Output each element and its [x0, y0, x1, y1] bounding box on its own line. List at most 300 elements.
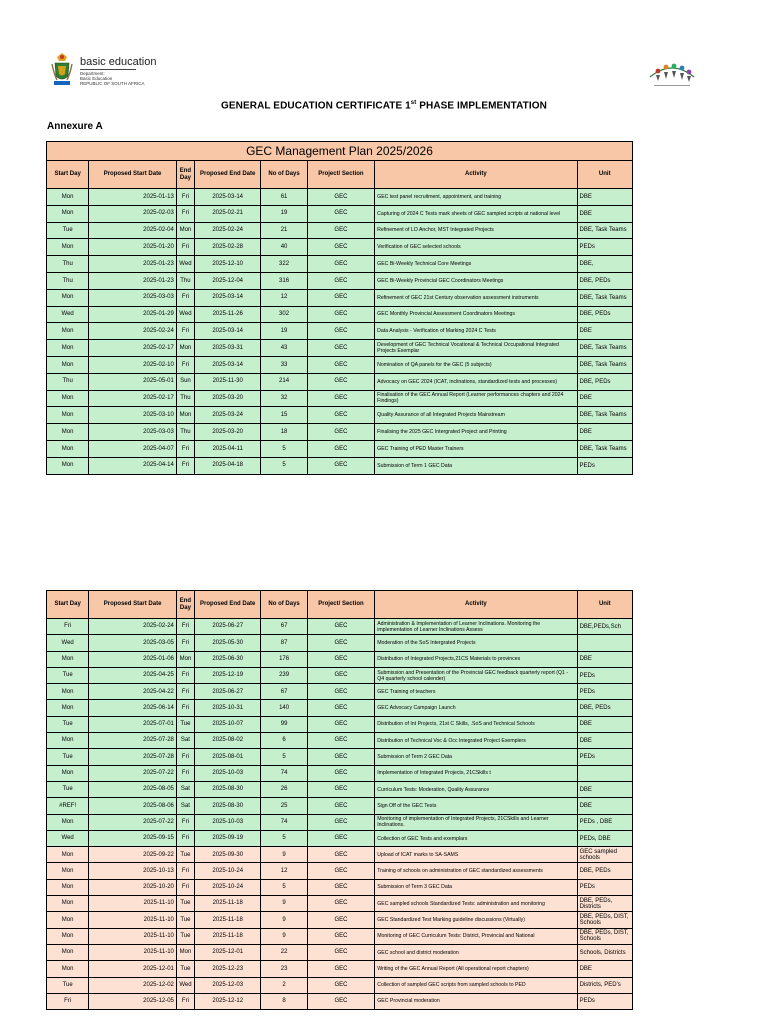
header-row [47, 161, 633, 189]
cell-end-day: Tue [176, 961, 194, 977]
cell-project-section: GEC [307, 289, 374, 306]
activities-table [46, 590, 633, 1010]
cell-unit: DBE [577, 390, 632, 407]
cell-activity: Training of schools on administration of GEC standardized assessments [375, 863, 577, 879]
cell-unit [577, 635, 632, 651]
cell-unit: DBE, PEDs, DIST, Schools [577, 928, 632, 944]
table-row [47, 424, 633, 441]
table-row [47, 373, 633, 390]
cell-end-day: Fri [176, 619, 194, 635]
column-header-unit: Unit [577, 591, 632, 619]
cell-activity: GEC Bi-Weekly Provincial GEC Coordinators Meetings [375, 272, 577, 289]
cell-start-day: Tue [47, 716, 89, 732]
cell-activity: Distribution of Int Projects, 21st C Skills, .SoS and Technical Schools [375, 716, 577, 732]
cell-end-day: Mon [176, 340, 194, 357]
cell-project-section: GEC [307, 340, 374, 357]
cell-no-of-days: 74 [261, 765, 307, 781]
table-row [47, 289, 633, 306]
cell-end-date: 2025-08-01 [194, 749, 260, 765]
cell-activity: Development of GEC Technical Vocational & Technical Occupational Integrated Projects Exemplar [375, 340, 577, 357]
cell-start-date: 2025-02-24 [89, 323, 177, 340]
table-row [47, 993, 633, 1009]
cell-end-date: 2025-06-27 [194, 684, 260, 700]
cell-end-day: Fri [176, 667, 194, 683]
cell-end-date: 2025-10-03 [194, 765, 260, 781]
cell-no-of-days: 12 [261, 863, 307, 879]
cell-start-day: Mon [47, 651, 89, 667]
cell-no-of-days: 8 [261, 993, 307, 1009]
cell-end-day: Thu [176, 424, 194, 441]
column-header-activity: Activity [375, 591, 577, 619]
cell-end-date: 2025-12-12 [194, 993, 260, 1009]
cell-end-day: Fri [176, 765, 194, 781]
cell-end-day: Fri [176, 749, 194, 765]
cell-end-date: 2025-03-20 [194, 390, 260, 407]
cell-activity: Distribution of Technical Voc & Occ Integrated Project Exemplers [375, 733, 577, 749]
cell-end-day: Sun [176, 373, 194, 390]
cell-start-date: 2025-12-02 [89, 977, 177, 993]
cell-end-date: 2025-02-28 [194, 239, 260, 256]
cell-unit: PEDs, DBE [577, 830, 632, 846]
table-banner-row [47, 142, 633, 161]
cell-unit: DBE [577, 716, 632, 732]
cell-start-date: 2025-02-10 [89, 356, 177, 373]
cell-start-day: Tue [47, 977, 89, 993]
cell-no-of-days: 302 [261, 306, 307, 323]
cell-unit: DBE, PEDs [577, 863, 632, 879]
cell-start-date: 2025-11-10 [89, 928, 177, 944]
table-row [47, 879, 633, 895]
cell-unit: PEDs [577, 667, 632, 683]
cell-no-of-days: 5 [261, 457, 307, 474]
cell-start-day: Mon [47, 863, 89, 879]
table-row [47, 961, 633, 977]
table-row [47, 667, 633, 683]
cell-end-day: Fri [176, 457, 194, 474]
cell-no-of-days: 5 [261, 440, 307, 457]
cell-start-date: 2025-10-13 [89, 863, 177, 879]
cell-end-date: 2025-02-24 [194, 222, 260, 239]
table-row [47, 256, 633, 273]
cell-activity: Refinement of GEC 21st Century observation assessment instruments [375, 289, 577, 306]
table-row [47, 700, 633, 716]
cell-end-day: Tue [176, 896, 194, 912]
cell-start-day: #REF! [47, 798, 89, 814]
cell-start-day: Tue [47, 781, 89, 797]
cell-unit: DBE [577, 323, 632, 340]
cell-start-date: 2025-04-14 [89, 457, 177, 474]
cell-end-date: 2025-12-19 [194, 667, 260, 683]
cell-end-date: 2025-11-18 [194, 928, 260, 944]
cell-activity: GEC Provincial moderation [375, 993, 577, 1009]
table-row [47, 651, 633, 667]
cell-end-day: Sat [176, 733, 194, 749]
cell-project-section: GEC [307, 863, 374, 879]
cell-project-section: GEC [307, 896, 374, 912]
logo-divider [80, 69, 136, 70]
cell-activity: GEC test panel recruitment, appointment, and training [375, 189, 577, 206]
cell-start-day: Mon [47, 289, 89, 306]
cell-start-day: Mon [47, 239, 89, 256]
cell-end-date: 2025-11-30 [194, 373, 260, 390]
title-main: GENERAL EDUCATION CERTIFICATE 1 [221, 100, 411, 112]
cell-end-date: 2025-10-24 [194, 863, 260, 879]
cell-activity: Administration & Implementation of Learner Inclinations. Monitoring the implementation of Learner Inclinations Assess [375, 619, 577, 635]
cell-end-date: 2025-10-24 [194, 879, 260, 895]
cell-end-date: 2025-05-30 [194, 635, 260, 651]
cell-unit: DBE, Task Teams [577, 289, 632, 306]
column-header-end-date: Proposed End Date [194, 161, 260, 189]
table-row [47, 716, 633, 732]
cell-project-section: GEC [307, 306, 374, 323]
cell-end-day: Fri [176, 993, 194, 1009]
cell-no-of-days: 40 [261, 239, 307, 256]
dbe-logo [50, 52, 157, 92]
cell-end-date: 2025-03-14 [194, 289, 260, 306]
cell-end-day: Tue [176, 928, 194, 944]
cell-unit: PEDs [577, 993, 632, 1009]
cell-end-day: Tue [176, 847, 194, 863]
cell-activity: GEC Monthly Provincial Assessment Coordinators Meetings [375, 306, 577, 323]
cell-end-day: Fri [176, 830, 194, 846]
cell-start-date: 2025-09-22 [89, 847, 177, 863]
cell-activity: Sign Off of the GEC Tests [375, 798, 577, 814]
cell-start-day: Tue [47, 222, 89, 239]
cell-end-date: 2025-12-10 [194, 256, 260, 273]
cell-start-day: Mon [47, 340, 89, 357]
cell-start-day: Thu [47, 373, 89, 390]
table-row [47, 440, 633, 457]
cell-end-date: 2025-12-23 [194, 961, 260, 977]
cell-activity: GEC Training of PED Master Trainers [375, 440, 577, 457]
cell-unit: DBE, PEDs [577, 700, 632, 716]
cell-end-date: 2025-11-18 [194, 896, 260, 912]
cell-no-of-days: 33 [261, 356, 307, 373]
cell-no-of-days: 74 [261, 814, 307, 830]
cell-activity: Finalisation of the GEC Annual Report (Learner performances chapters and 2024 Findings) [375, 390, 577, 407]
cell-project-section: GEC [307, 189, 374, 206]
cell-start-day: Mon [47, 407, 89, 424]
cell-unit: DBE, PEDs, DIST, Schools [577, 912, 632, 928]
cell-start-day: Mon [47, 457, 89, 474]
cell-unit: DBE,PEDs,Sch [577, 619, 632, 635]
cell-start-date: 2025-01-06 [89, 651, 177, 667]
table-row [47, 684, 633, 700]
cell-end-day: Fri [176, 239, 194, 256]
cell-no-of-days: 26 [261, 781, 307, 797]
cell-start-date: 2025-03-03 [89, 424, 177, 441]
cell-unit: DBE, PEDs, Districts [577, 896, 632, 912]
cell-project-section: GEC [307, 977, 374, 993]
cell-project-section: GEC [307, 222, 374, 239]
cell-no-of-days: 9 [261, 928, 307, 944]
cell-no-of-days: 140 [261, 700, 307, 716]
cell-end-day: Fri [176, 440, 194, 457]
cell-end-date: 2025-03-14 [194, 356, 260, 373]
table-row [47, 928, 633, 944]
cell-activity: Moderation of the SoS Intergrated Projects [375, 635, 577, 651]
cell-activity: Quality Assurance of all Integrated Projects Mainstream [375, 407, 577, 424]
cell-activity: Finalising the 2025 GEC Intergrated Project and Printing [375, 424, 577, 441]
cell-end-day: Wed [176, 977, 194, 993]
cell-start-day: Thu [47, 256, 89, 273]
cell-start-day: Mon [47, 323, 89, 340]
column-header-end-day: End Day [176, 591, 194, 619]
cell-start-date: 2025-01-23 [89, 256, 177, 273]
cell-no-of-days: 6 [261, 733, 307, 749]
title-rest: PHASE IMPLEMENTATION [416, 100, 547, 112]
cell-start-date: 2025-02-17 [89, 340, 177, 357]
cell-no-of-days: 15 [261, 407, 307, 424]
logo-sub-3: REPUBLIC OF SOUTH AFRICA [80, 81, 145, 86]
cell-project-section: GEC [307, 635, 374, 651]
cell-unit: DBE [577, 798, 632, 814]
cell-unit: DBE [577, 205, 632, 222]
cell-start-day: Mon [47, 961, 89, 977]
cell-project-section: GEC [307, 798, 374, 814]
cell-start-date: 2025-04-07 [89, 440, 177, 457]
cell-end-day: Wed [176, 256, 194, 273]
cell-start-day: Wed [47, 830, 89, 846]
cell-start-day: Mon [47, 189, 89, 206]
cell-activity: Nomination of QA panels for the GEC (5 subjects) [375, 356, 577, 373]
cell-project-section: GEC [307, 457, 374, 474]
cell-no-of-days: 176 [261, 651, 307, 667]
cell-project-section: GEC [307, 684, 374, 700]
cell-project-section: GEC [307, 272, 374, 289]
table-row [47, 635, 633, 651]
cell-start-date: 2025-02-03 [89, 205, 177, 222]
cell-start-day: Mon [47, 700, 89, 716]
cell-start-day: Mon [47, 928, 89, 944]
cell-project-section: GEC [307, 256, 374, 273]
cell-activity: Submission of Term 2 GEC Data [375, 749, 577, 765]
cell-no-of-days: 316 [261, 272, 307, 289]
cell-start-date: 2025-03-10 [89, 407, 177, 424]
cell-unit: PEDs [577, 457, 632, 474]
table-row [47, 733, 633, 749]
table-row [47, 390, 633, 407]
cell-start-date: 2025-07-28 [89, 733, 177, 749]
cell-start-date: 2025-02-04 [89, 222, 177, 239]
cell-end-date: 2025-04-18 [194, 457, 260, 474]
coat-of-arms-icon [50, 52, 74, 88]
cell-start-date: 2025-01-23 [89, 272, 177, 289]
cell-end-day: Fri [176, 879, 194, 895]
cell-end-day: Sat [176, 798, 194, 814]
cell-end-day: Fri [176, 205, 194, 222]
cell-unit: Districts, PED's [577, 977, 632, 993]
table-row [47, 912, 633, 928]
cell-unit: PEDs [577, 684, 632, 700]
cell-project-section: GEC [307, 239, 374, 256]
cell-project-section: GEC [307, 847, 374, 863]
cell-project-section: GEC [307, 993, 374, 1009]
gec-logo-icon [640, 55, 704, 91]
logo-sub-2: Basic Education [80, 76, 113, 81]
cell-start-day: Fri [47, 993, 89, 1009]
cell-activity: Data Analysis - Verification of Marking 2024 C Tests [375, 323, 577, 340]
cell-end-day: Thu [176, 272, 194, 289]
cell-start-date: 2025-03-03 [89, 289, 177, 306]
cell-start-date: 2025-12-05 [89, 993, 177, 1009]
cell-activity: Monitoring of GEC Curriculum Tests: District, Provincial and National [375, 928, 577, 944]
table-row [47, 977, 633, 993]
cell-start-date: 2025-01-20 [89, 239, 177, 256]
cell-project-section: GEC [307, 716, 374, 732]
cell-activity: Collection of sampled GEC scripts from sampled schools to PED [375, 977, 577, 993]
cell-project-section: GEC [307, 440, 374, 457]
cell-start-day: Mon [47, 356, 89, 373]
column-header-start-day: Start Day [47, 591, 89, 619]
cell-activity: Writing of the GEC Annual Report (All operational report chapters) [375, 961, 577, 977]
cell-activity: Advocacy on GEC 2024 (ICAT, inclinations, standardized tests and processes) [375, 373, 577, 390]
cell-unit: DBE, PEDs [577, 306, 632, 323]
cell-end-day: Mon [176, 407, 194, 424]
cell-project-section: GEC [307, 651, 374, 667]
table-banner: GEC Management Plan 2025/2026 [47, 142, 633, 161]
cell-start-day: Mon [47, 424, 89, 441]
cell-project-section: GEC [307, 830, 374, 846]
cell-project-section: GEC [307, 961, 374, 977]
cell-project-section: GEC [307, 619, 374, 635]
cell-unit: PEDs [577, 879, 632, 895]
cell-project-section: GEC [307, 356, 374, 373]
cell-start-date: 2025-09-15 [89, 830, 177, 846]
cell-end-date: 2025-12-03 [194, 977, 260, 993]
cell-start-date: 2025-02-24 [89, 619, 177, 635]
cell-end-day: Fri [176, 700, 194, 716]
cell-unit: DBE [577, 189, 632, 206]
cell-unit: PEDs [577, 239, 632, 256]
cell-unit: DBE, Task Teams [577, 222, 632, 239]
cell-no-of-days: 32 [261, 390, 307, 407]
table-row [47, 896, 633, 912]
cell-start-day: Wed [47, 635, 89, 651]
cell-unit: DBE, [577, 256, 632, 273]
cell-end-date: 2025-06-30 [194, 651, 260, 667]
cell-activity: GEC Standardized Test Marking guideline discussions (Virtually) [375, 912, 577, 928]
cell-start-day: Mon [47, 814, 89, 830]
cell-project-section: GEC [307, 424, 374, 441]
cell-start-day: Mon [47, 684, 89, 700]
cell-start-day: Mon [47, 765, 89, 781]
table-row [47, 781, 633, 797]
cell-start-day: Mon [47, 440, 89, 457]
cell-project-section: GEC [307, 781, 374, 797]
cell-activity: Verification of GEC selected schools [375, 239, 577, 256]
cell-activity: Collection of GEC Tests and exemplars [375, 830, 577, 846]
cell-end-date: 2025-03-24 [194, 407, 260, 424]
cell-end-date: 2025-03-14 [194, 323, 260, 340]
cell-end-day: Fri [176, 289, 194, 306]
cell-end-date: 2025-12-01 [194, 944, 260, 960]
cell-activity: Submission of Term 3 GEC Data [375, 879, 577, 895]
cell-start-day: Mon [47, 847, 89, 863]
cell-no-of-days: 9 [261, 912, 307, 928]
cell-unit: DBE [577, 781, 632, 797]
cell-no-of-days: 12 [261, 289, 307, 306]
cell-activity: GEC Advocacy Campaign Launch [375, 700, 577, 716]
cell-end-day: Fri [176, 684, 194, 700]
cell-unit: GEC sampled schools [577, 847, 632, 863]
cell-end-date: 2025-09-30 [194, 847, 260, 863]
column-header-activity: Activity [375, 161, 577, 189]
cell-activity: Implementation of Integrated Projects, 21CSkills t [375, 765, 577, 781]
cell-start-date: 2025-07-28 [89, 749, 177, 765]
cell-project-section: GEC [307, 733, 374, 749]
cell-unit: DBE [577, 424, 632, 441]
cell-unit: Schools, Districts [577, 944, 632, 960]
cell-no-of-days: 239 [261, 667, 307, 683]
cell-end-date: 2025-08-30 [194, 798, 260, 814]
cell-project-section: GEC [307, 749, 374, 765]
column-header-end-day: End Day [176, 161, 194, 189]
cell-start-date: 2025-08-06 [89, 798, 177, 814]
cell-project-section: GEC [307, 667, 374, 683]
cell-end-date: 2025-09-19 [194, 830, 260, 846]
cell-end-day: Wed [176, 306, 194, 323]
cell-start-date: 2025-02-17 [89, 390, 177, 407]
table-row [47, 863, 633, 879]
cell-project-section: GEC [307, 912, 374, 928]
cell-no-of-days: 2 [261, 977, 307, 993]
cell-unit: DBE, Task Teams [577, 356, 632, 373]
cell-end-day: Tue [176, 912, 194, 928]
cell-start-date: 2025-11-10 [89, 944, 177, 960]
table-row [47, 222, 633, 239]
cell-project-section: GEC [307, 879, 374, 895]
cell-unit [577, 765, 632, 781]
cell-project-section: GEC [307, 700, 374, 716]
cell-end-day: Sat [176, 781, 194, 797]
cell-no-of-days: 5 [261, 749, 307, 765]
cell-no-of-days: 43 [261, 340, 307, 357]
cell-no-of-days: 5 [261, 830, 307, 846]
cell-end-day: Mon [176, 944, 194, 960]
table-row [47, 407, 633, 424]
logo-sub-1: Department: [80, 71, 105, 76]
annexure-label: Annexure A [47, 121, 103, 132]
cell-activity: Submission of Term 1 GEC Data [375, 457, 577, 474]
cell-activity: GEC school and district moderation [375, 944, 577, 960]
table-row [47, 814, 633, 830]
cell-end-day: Fri [176, 356, 194, 373]
cell-unit: DBE, PEDs [577, 272, 632, 289]
table-row [47, 457, 633, 474]
table-row [47, 272, 633, 289]
column-header-start-date: Proposed Start Date [89, 161, 177, 189]
cell-end-date: 2025-10-31 [194, 700, 260, 716]
cell-end-day: Mon [176, 651, 194, 667]
column-header-no-of-days: No of Days [261, 591, 307, 619]
cell-project-section: GEC [307, 323, 374, 340]
cell-end-date: 2025-11-26 [194, 306, 260, 323]
header-row [47, 591, 633, 619]
column-header-unit: Unit [577, 161, 632, 189]
column-header-no-of-days: No of Days [261, 161, 307, 189]
cell-end-date: 2025-03-20 [194, 424, 260, 441]
table-row [47, 847, 633, 863]
logo-wordmark: basic education [80, 56, 157, 68]
cell-start-day: Tue [47, 667, 89, 683]
cell-no-of-days: 25 [261, 798, 307, 814]
cell-unit: DBE, Task Teams [577, 440, 632, 457]
cell-project-section: GEC [307, 928, 374, 944]
cell-no-of-days: 19 [261, 205, 307, 222]
cell-no-of-days: 67 [261, 619, 307, 635]
cell-no-of-days: 67 [261, 684, 307, 700]
